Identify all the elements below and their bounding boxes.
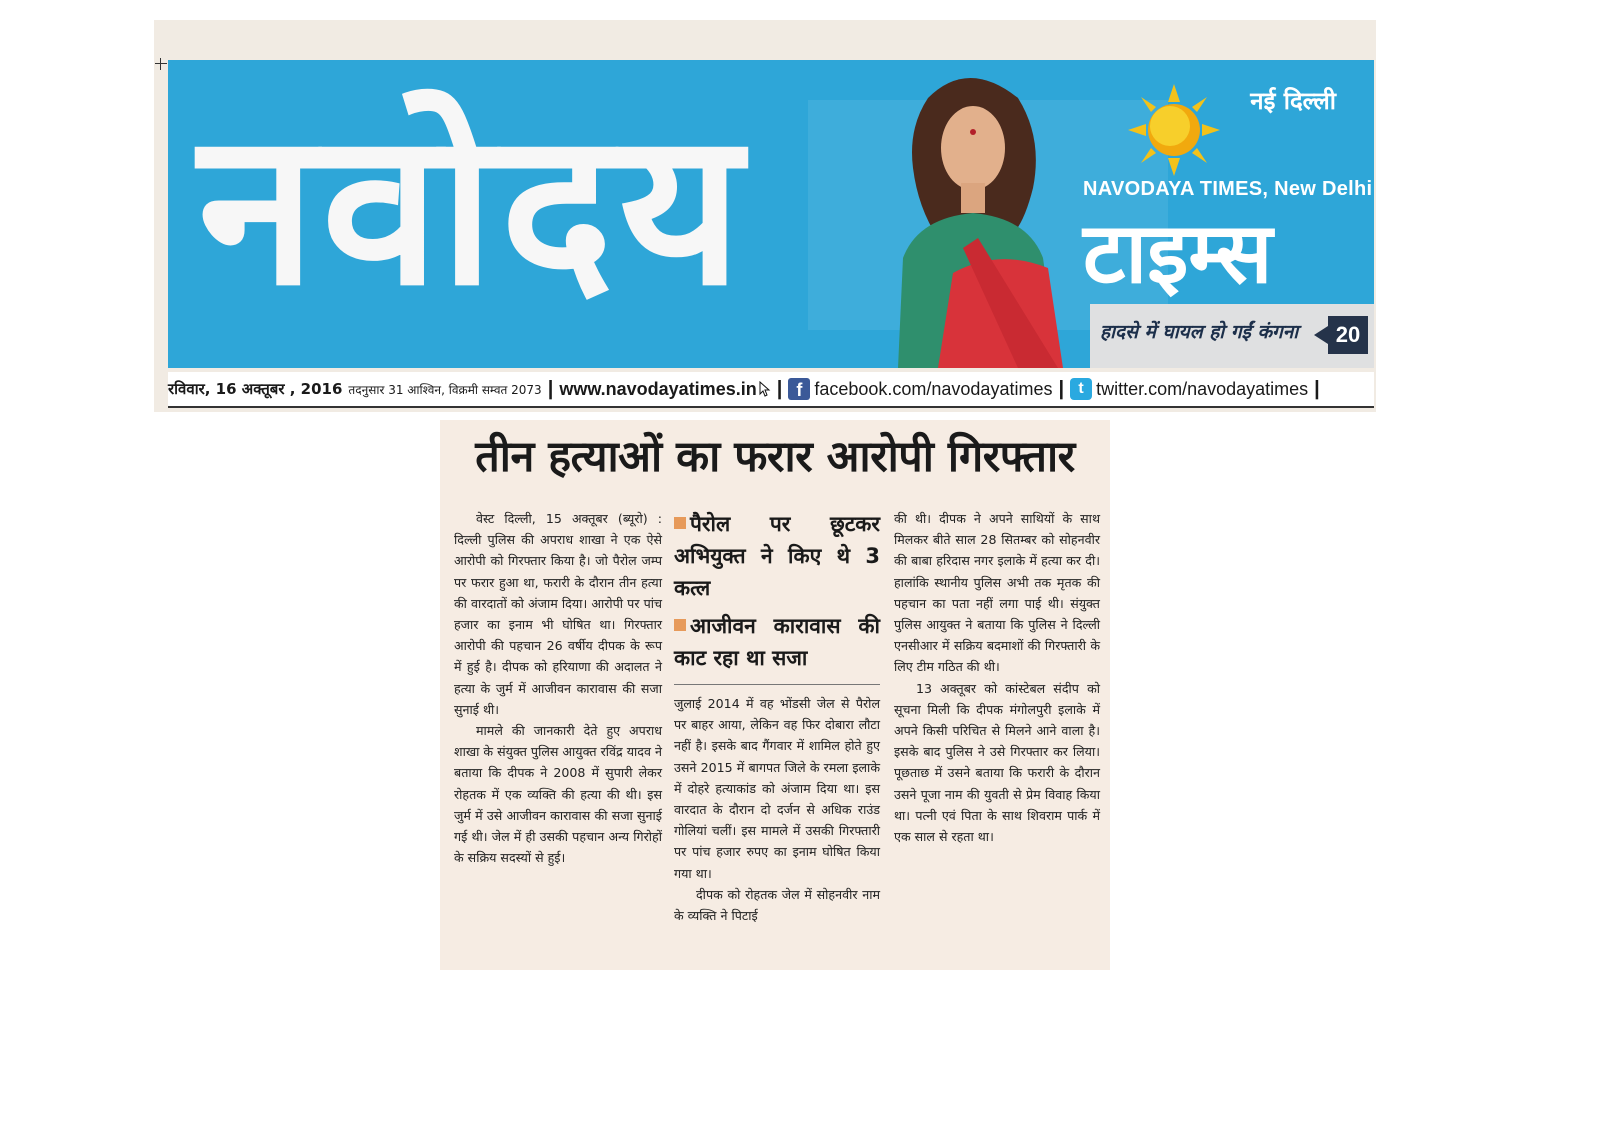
separator: | [547, 377, 554, 400]
article-paragraph: वेस्ट दिल्ली, 15 अक्तूबर (ब्यूरो) : दिल्ली पुलिस की अपराध शाखा ने एक ऐसे आरोपी को गिरफ्तार किया है। जो पैरोल जम्प पर फरार हुआ था, फरारी के दौरान तीन हत्या की वारदातों को अंजाम दिया। आरोपी पर पांच हजार का इनाम भी घोषित था। गिरफ्तार आरोपी की पहचान 26 वर्षीय दीपक के रूप में हुई है। दीपक को हरियाणा की अदालत ने हत्या के जुर्म में आजीवन कारावास की सजा सुनाई थी। [454, 511, 662, 717]
bullet-square-icon [674, 619, 686, 631]
facebook-icon: f [788, 378, 810, 400]
article-headline: तीन हत्याओं का फरार आरोपी गिरफ्तार [475, 432, 1075, 482]
dateline-bar [168, 372, 1374, 408]
teaser-page-number: 20 [1328, 316, 1368, 354]
brand-name-hindi: टाइम्स [1083, 204, 1273, 302]
issue-date: रविवार, 16 अक्तूबर , 2016 [168, 380, 343, 398]
article-column-3 [894, 508, 1100, 847]
brand-name-english: NAVODAYA TIMES, New Delhi [1083, 178, 1373, 200]
article-paragraph: दीपक को रोहतक जेल में सोहनवीर नाम के व्यक्ति ने पिटाई [674, 886, 880, 924]
hindi-calendar-date: तदनुसार 31 आश्विन, विक्रमी सम्वत 2073 [348, 382, 542, 397]
article-clipping [440, 420, 1110, 970]
twitter-icon: t [1070, 378, 1092, 400]
article-paragraph: 13 अक्तूबर को कांस्टेबल संदीप को सूचना मिली कि दीपक मंगोलपुरी इलाके में अपने किसी परिचित से मिलने आने वाला है। इसके बाद पुलिस ने उसे गिरफ्तार कर लिया। पूछताछ में उसने बताया कि फरारी के दौरान उसने पूजा नाम की युवती से प्रेम विवाह किया था। पत्नी एवं पिता के साथ शिवराम पार्क में एक साल से रहता था। [894, 680, 1100, 845]
masthead [168, 60, 1374, 368]
cover-model-image [858, 68, 1078, 368]
article-column-2 [674, 508, 880, 926]
article-paragraph: मामले की जानकारी देते हुए अपराध शाखा के संयुक्त पुलिस आयुक्त रविंद्र यादव ने बताया कि दीपक ने 2008 में सुपारी लेकर रोहतक में एक व्यक्ति की हत्या की थी। इस जुर्म में उसे आजीवन कारावास की सजा सुनाई गई थी। जेल में ही उसकी पहचान अन्य गिरोहों के सक्रिय सदस्यों से हुई। [454, 723, 662, 866]
crop-mark-icon [155, 58, 167, 70]
edition-city: नई दिल्ली [1250, 87, 1336, 115]
website-link[interactable]: www.navodayatimes.in [559, 378, 757, 399]
facebook-url: facebook.com/navodayatimes [814, 378, 1053, 399]
article-paragraph: जुलाई 2014 में वह भोंडसी जेल से पैरोल पर बाहर आया, लेकिन वह फिर दोबारा लौटा नहीं है। इसके बाद गैंगवार में शामिल होते हुए उसने 2015 में बागपत जिले के रमला इलाके में दोहरे हत्याकांड को अंजाम दिया था। इस वारदात के दौरान दो दर्जन से अधिक राउंड गोलियां चलीं। इस मामले में उसकी गिरफ्तारी पर पांच हजार रुपए का इनाम घोषित किया गया था। [674, 696, 880, 881]
twitter-link[interactable] [1070, 378, 1308, 400]
highlight-item: पैरोल पर छूटकर अभियुक्त ने किए थे 3 कत्ल [674, 512, 880, 600]
newspaper-logo: नवोदय [198, 85, 748, 332]
article-column-1 [454, 508, 662, 868]
facebook-link[interactable] [788, 378, 1052, 400]
highlight-item: आजीवन कारावास की काट रहा था सजा [674, 614, 880, 670]
highlights-box [674, 508, 880, 685]
bullet-square-icon [674, 517, 686, 529]
teaser-headline: हादसे में घायल हो गईं कंगना [1100, 321, 1299, 343]
twitter-url: twitter.com/navodayatimes [1096, 378, 1309, 399]
separator: | [776, 377, 783, 400]
separator: | [1058, 377, 1065, 400]
teaser-box [1090, 304, 1374, 368]
separator: | [1314, 377, 1320, 400]
mouse-cursor-icon [759, 381, 771, 397]
article-paragraph: की थी। दीपक ने अपने साथियों के साथ मिलकर बीते साल 28 सितम्बर को सोहनवीर की बाबा हरिदास नगर इलाके में हत्या कर दी। हालांकि स्थानीय पुलिस अभी तक मृतक की पहचान का पता नहीं लगा पाई थी। संयुक्त पुलिस आयुक्त ने बताया कि पुलिस ने दिल्ली एनसीआर में सक्रिय बदमाशों की गिरफ्तारी के लिए टीम गठित की थी। [894, 511, 1100, 675]
sun-logo-icon [1128, 84, 1220, 176]
